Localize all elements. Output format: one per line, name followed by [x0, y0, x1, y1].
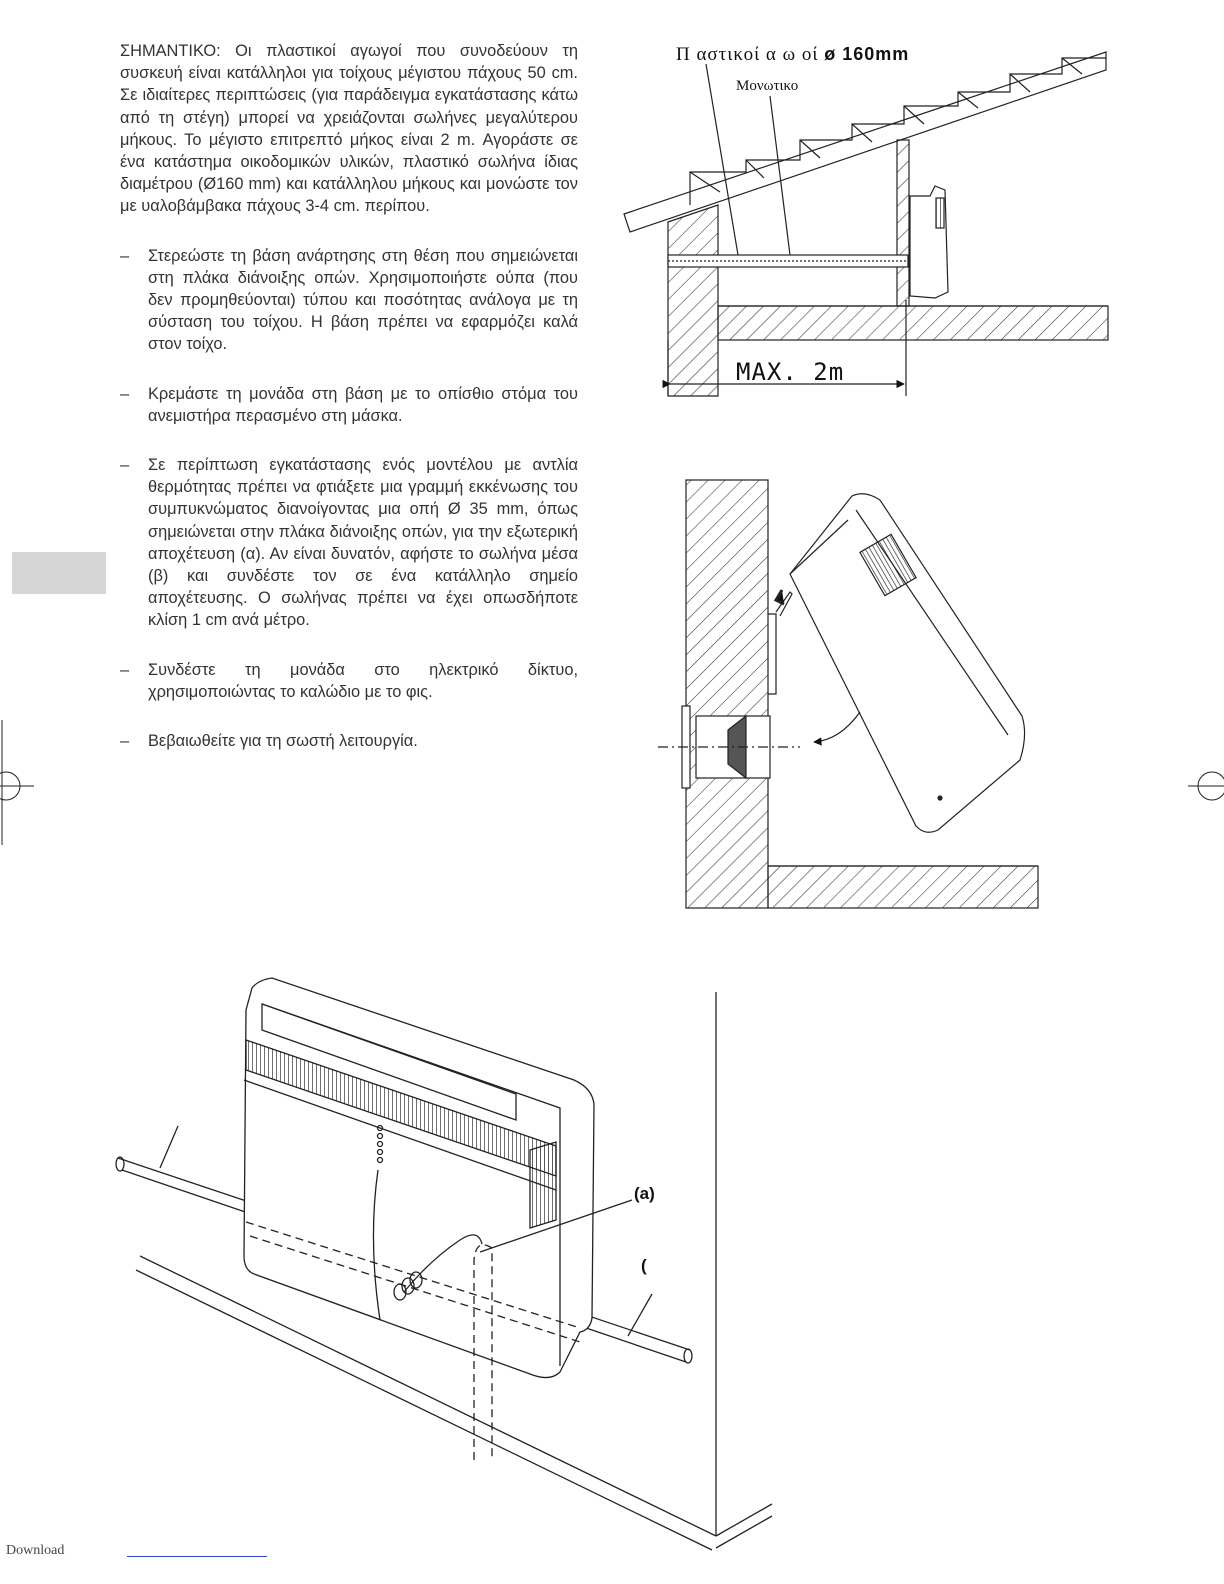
pipes-label-text: Π αστικοί α ω οί [676, 44, 819, 65]
step-text: Κρεμάστε τη μονάδα στη βάση με το οπίσθιο στόμα του ανεμιστήρα περασμένο στη μάσκα. [148, 384, 578, 425]
bullet-dash: – [120, 660, 130, 679]
label-a: (a) [634, 1184, 655, 1203]
figure-roof-installation [624, 52, 1108, 396]
bullet-dash: – [120, 456, 130, 475]
registration-mark-right [1188, 772, 1224, 800]
important-note: ΣΗΜΑΝΤΙΚΟ: Οι πλαστικοί αγωγοί που συνοδεύουν τη συσκευή είναι κατάλληλοι για τοίχους μέγιστου πάχους 50 cm. Σε ιδιαίτερες περιπτώσεις (για παράδειγμα εγκατάστασης κάτω από τη στέγη) μπορεί να χρειάζονται σωλήνες μεγαλύτερου μήκους. Το μέγιστο επιτρεπτό μήκος είναι 2 m. Αγοράστε σε ένα κατάστημα οικοδομικών υλικών, πλαστικό σωλήνα ίδιας διαμέτρου (Ø160 mm) και κατάλληλου μήκους και μονώστε τον με υαλοβάμβακα πάχους 3-4 cm. περίπου. [120, 42, 578, 216]
footer-download-text: Download [6, 1543, 65, 1558]
insulation-label: Μονωτικο [736, 78, 799, 94]
step-text: Βεβαιωθείτε για τη σωστή λειτουργία. [148, 732, 418, 751]
pipes-size: ø 160mm [824, 44, 910, 64]
bullet-dash: – [120, 732, 130, 751]
registration-mark-left [0, 720, 34, 845]
label-b: ( [641, 1256, 647, 1275]
bullet-dash: – [120, 384, 130, 403]
footer-link-underline[interactable] [127, 1556, 267, 1557]
step-text: Στερεώστε τη βάση ανάρτησης στη θέση που σημειώνεται στη πλάκα διάνοιξης οπών. Χρησιμοποιήστε ούπα (που δεν προμηθεύονται) τύπου και ποσότητας ανάλογα με τη σύσταση του τοίχου. Η βάση πρέπει να εφαρμόζει καλά στον τοίχο. [148, 246, 578, 354]
step-text: Συνδέστε τη μονάδα στο ηλεκτρικό δίκτυο, χρησιμοποιώντας το καλώδιο με το φις. [148, 660, 578, 701]
figure-drain-installation [116, 978, 772, 1550]
bullet-dash: – [120, 246, 130, 265]
max-length-label: MAX. 2m [736, 358, 845, 386]
figure-hanging-unit [658, 480, 1038, 908]
step-text: Σε περίπτωση εγκατάστασης ενός μοντέλου με αντλία θερμότητας πρέπει να φτιάξετε μια γραμμή εκκένωσης του συμπυκνώματος διανοίγοντας μια οπή Ø 35 mm, όπως σημειώνεται στην πλάκα διάνοιξης οπών, για την εξωτερική αποχέτευση (α). Αν είναι δυνατόν, αφήστε το σωλήνα μέσα (β) και συνδέστε τον σε ένα κατάλληλο σημείο αποχέτευσης. Ο σωλήνας πρέπει να έχει οπωσδήποτε κλίση 1 cm ανά μέτρο. [148, 456, 578, 630]
pipes-label [676, 44, 909, 66]
